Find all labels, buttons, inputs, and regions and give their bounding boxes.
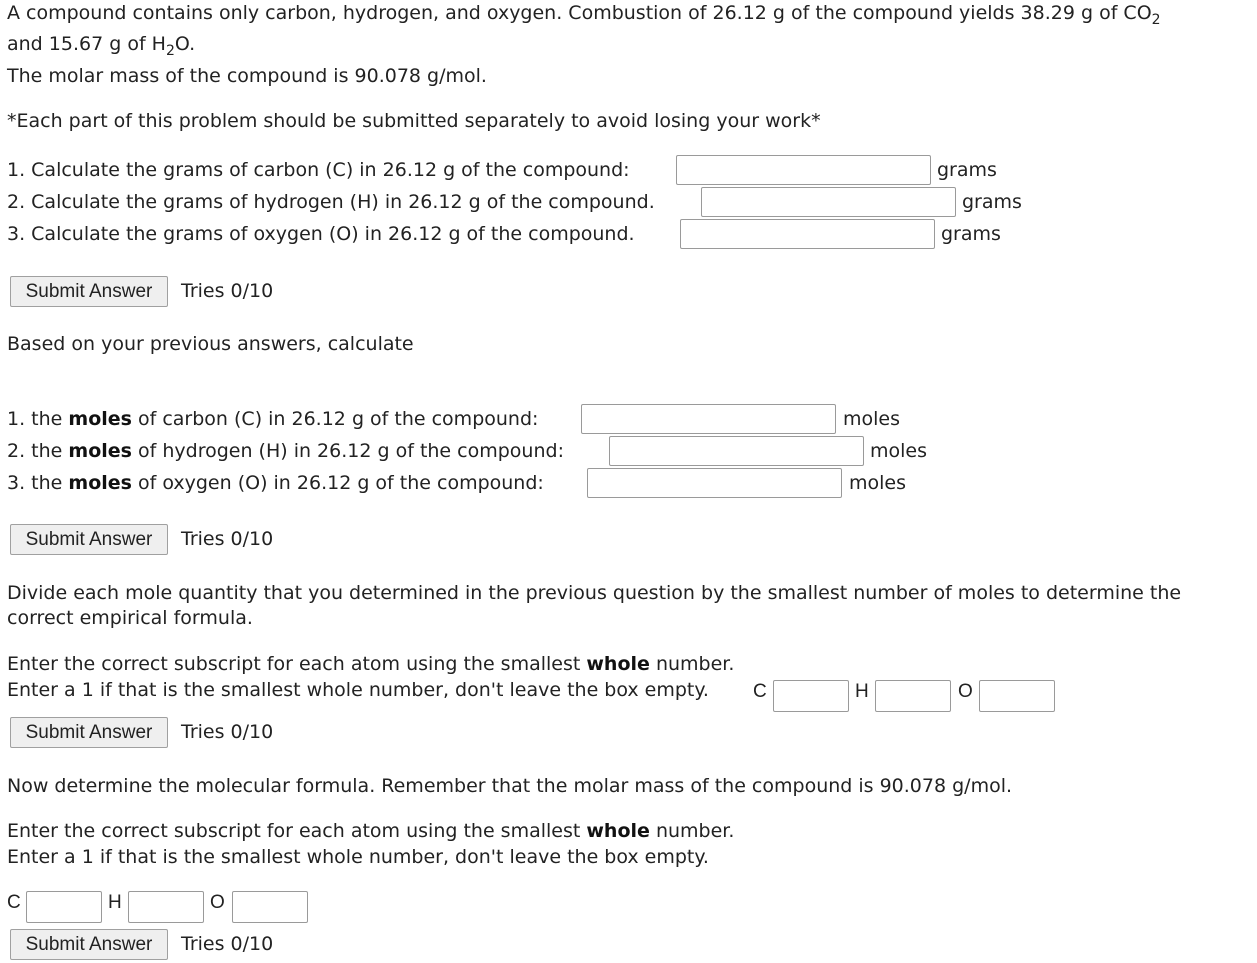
tries-counter: Tries 0/10 xyxy=(181,933,274,955)
instruction-emphasis: whole xyxy=(586,653,650,675)
statement-text: A compound contains only carbon, hydrogen, and oxygen. Combustion of 26.12 g of the compound yields 38.29 g of CO xyxy=(7,2,1152,24)
question-emphasis: moles xyxy=(68,472,132,494)
question-hydrogen-moles xyxy=(7,439,564,463)
problem-statement-line-2 xyxy=(7,32,195,58)
question-hydrogen-grams: 2. Calculate the grams of hydrogen (H) in 26.12 g of the compound. xyxy=(7,191,655,213)
hydrogen-moles-input[interactable] xyxy=(609,436,864,466)
problem-statement-line-1 xyxy=(7,1,1161,27)
molecular-formula-intro: Now determine the molecular formula. Remember that the molar mass of the compound is 90.078 g/mol. xyxy=(7,775,1013,797)
submit-answer-button-part3[interactable]: Submit Answer xyxy=(10,717,168,748)
empirical-instructions-line-2: correct empirical formula. xyxy=(7,607,253,629)
submit-answer-button-part1[interactable]: Submit Answer xyxy=(10,276,168,307)
atom-label-h: H xyxy=(108,892,122,913)
oxygen-grams-input[interactable] xyxy=(680,219,935,249)
question-oxygen-moles xyxy=(7,471,544,495)
hydrogen-grams-input[interactable] xyxy=(701,187,956,217)
empirical-subscript-instructions-2: Enter a 1 if that is the smallest whole number, don't leave the box empty. xyxy=(7,679,709,701)
instruction-text: number. xyxy=(649,653,735,675)
question-text: 2. the xyxy=(7,440,69,462)
question-carbon-grams: 1. Calculate the grams of carbon (C) in 26.12 g of the compound: xyxy=(7,159,630,181)
unit-label: moles xyxy=(849,472,906,494)
empirical-h-subscript-input[interactable] xyxy=(875,680,951,712)
unit-label: moles xyxy=(843,408,900,430)
subscript: 2 xyxy=(1151,12,1161,28)
carbon-moles-input[interactable] xyxy=(581,404,836,434)
empirical-instructions-line-1: Divide each mole quantity that you determined in the previous question by the smallest number of moles to determine the xyxy=(7,582,1182,604)
instruction-text: number. xyxy=(649,820,735,842)
atom-label-c: C xyxy=(7,892,21,913)
question-text: 3. the xyxy=(7,472,69,494)
submit-answer-button-part2[interactable]: Submit Answer xyxy=(10,524,168,555)
empirical-c-subscript-input[interactable] xyxy=(773,680,849,712)
submission-note: *Each part of this problem should be submitted separately to avoid losing your work* xyxy=(7,110,821,132)
question-text: of hydrogen (H) in 26.12 g of the compound: xyxy=(131,440,564,462)
molecular-h-subscript-input[interactable] xyxy=(128,891,204,923)
unit-label: grams xyxy=(962,191,1022,213)
statement-text: and 15.67 g of H xyxy=(7,33,166,55)
submit-answer-button-part4[interactable]: Submit Answer xyxy=(10,929,168,960)
tries-counter: Tries 0/10 xyxy=(181,528,274,550)
atom-label-h: H xyxy=(855,681,869,702)
unit-label: moles xyxy=(870,440,927,462)
question-text: 1. the xyxy=(7,408,69,430)
oxygen-moles-input[interactable] xyxy=(587,468,842,498)
instruction-emphasis: whole xyxy=(586,820,650,842)
atom-label-o: O xyxy=(210,892,225,913)
statement-text: O. xyxy=(174,33,196,55)
molecular-o-subscript-input[interactable] xyxy=(232,891,308,923)
subscript: 2 xyxy=(165,43,175,59)
molecular-subscript-instructions-2: Enter a 1 if that is the smallest whole number, don't leave the box empty. xyxy=(7,846,709,868)
tries-counter: Tries 0/10 xyxy=(181,280,274,302)
question-text: of oxygen (O) in 26.12 g of the compound: xyxy=(131,472,544,494)
unit-label: grams xyxy=(941,223,1001,245)
instruction-text: Enter the correct subscript for each atom using the smallest xyxy=(7,820,587,842)
question-emphasis: moles xyxy=(68,408,132,430)
carbon-grams-input[interactable] xyxy=(676,155,931,185)
molecular-c-subscript-input[interactable] xyxy=(26,891,102,923)
question-emphasis: moles xyxy=(68,440,132,462)
unit-label: grams xyxy=(937,159,997,181)
instruction-text: Enter the correct subscript for each atom using the smallest xyxy=(7,653,587,675)
atom-label-o: O xyxy=(958,681,973,702)
part2-intro: Based on your previous answers, calculate xyxy=(7,333,414,355)
empirical-o-subscript-input[interactable] xyxy=(979,680,1055,712)
molecular-subscript-instructions xyxy=(7,819,734,843)
question-carbon-moles xyxy=(7,407,538,431)
atom-label-c: C xyxy=(753,681,767,702)
empirical-subscript-instructions xyxy=(7,652,734,676)
tries-counter: Tries 0/10 xyxy=(181,721,274,743)
molar-mass-statement: The molar mass of the compound is 90.078 g/mol. xyxy=(7,65,487,87)
question-text: of carbon (C) in 26.12 g of the compound: xyxy=(131,408,539,430)
question-oxygen-grams: 3. Calculate the grams of oxygen (O) in 26.12 g of the compound. xyxy=(7,223,635,245)
